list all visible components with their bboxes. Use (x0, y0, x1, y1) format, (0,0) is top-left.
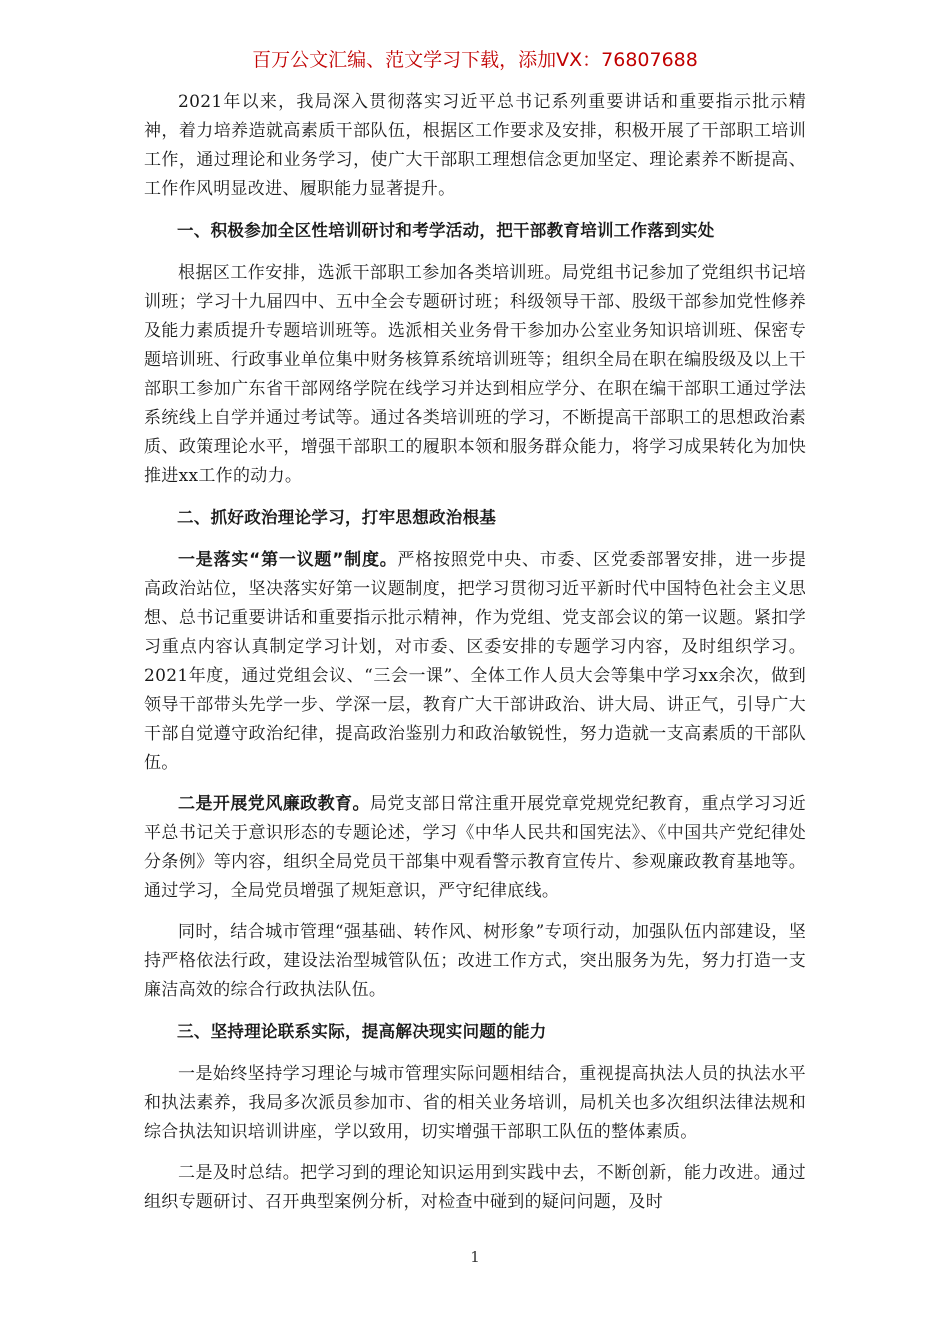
intro-paragraph: 2021年以来，我局深入贯彻落实习近平总书记系列重要讲话和重要指示批示精神，着力培养造就高素质干部队伍，根据区工作要求及安排，积极开展了干部职工培训工作，通过理论和业务学习，使广大干部职工理想信念更加坚定、理论素养不断提高、工作作风明显改进、履职能力显著提升。 (144, 92, 806, 199)
paragraph-body: 严格按照党中央、市委、区党委部署安排，进一步提高政治站位，坚决落实好第一议题制度，把学习贯彻习近平新时代中国特色社会主义思想、总书记重要讲话和重要指示批示精神，作为党组、党支部会议的第一议题。紧扣学习重点内容认真制定学习计划，对市委、区委安排的专题学习内容，及时组织学习。2021年度，通过党组会议、“三会一课”、全体工作人员大会等集中学习xx余次，做到领导干部带头先学一步、学深一层，教育广大干部讲政治、讲大局、讲正气，引导广大干部自觉遵守政治纪律，提高政治鉴别力和政治敏锐性，努力造就一支高素质的干部队伍。 (144, 550, 807, 773)
page-number: 1 (470, 1248, 480, 1266)
watermark-banner: 百万公文汇编、范文学习下载，添加VX：76807688 (252, 49, 698, 71)
section-1-paragraph: 根据区工作安排，选派干部职工参加各类培训班。局党组书记参加了党组织书记培训班；学习十九届四中、五中全会专题研讨班；科级领导干部、股级干部参加党性修养及能力素质提升专题培训班等。选派相关业务骨干参加办公室业务知识培训班、保密专题培训班、行政事业单位集中财务核算系统培训班等；组织全局在职在编股级及以上干部职工参加广东省干部网络学院在线学习并达到相应学分、在职在编干部职工通过学法系统线上自学并通过考试等。通过各类培训班的学习，不断提高干部职工的思想政治素质、政策理论水平，增强干部职工的履职本领和服务群众能力，将学习成果转化为加快推进xx工作的动力。 (144, 263, 806, 486)
section-2-paragraph-3: 同时，结合城市管理“强基础、转作风、树形象”专项行动，加强队伍内部建设，坚持严格依法行政，建设法治型城管队伍；改进工作方式，突出服务为先，努力打造一支廉洁高效的综合行政执法队伍。 (144, 922, 806, 1000)
section-heading-2: 二、抓好政治理论学习，打牢思想政治根基 (177, 508, 497, 527)
section-2-paragraph-2 (144, 790, 806, 906)
paragraph-body: 局党支部日常注重开展党章党规党纪教育，重点学习习近平总书记关于意识形态的专题论述，学习《中华人民共和国宪法》、《中国共产党纪律处分条例》等内容，组织全局党员干部集中观看警示教育宣传片、参观廉政教育基地等。通过学习，全局党员增强了规矩意识，严守纪律底线。 (144, 794, 806, 901)
paragraph-lead: 一是落实“第一议题”制度。 (178, 550, 398, 570)
section-heading-3: 三、坚持理论联系实际，提高解决现实问题的能力 (177, 1022, 547, 1041)
section-3-paragraph-2: 二是及时总结。把学习到的理论知识运用到实践中去，不断创新，能力改进。通过组织专题研讨、召开典型案例分析，对检查中碰到的疑问问题，及时 (144, 1163, 806, 1212)
section-2-paragraph-1 (144, 546, 806, 778)
section-3-paragraph-1: 一是始终坚持学习理论与城市管理实际问题相结合，重视提高执法人员的执法水平和执法素养，我局多次派员参加市、省的相关业务培训，局机关也多次组织法律法规和综合执法知识培训讲座，学以致用，切实增强干部职工队伍的整体素质。 (144, 1064, 806, 1142)
section-heading-1: 一、积极参加全区性培训研讨和考学活动，把干部教育培训工作落到实处 (177, 221, 715, 240)
paragraph-lead: 二是开展党风廉政教育。 (178, 794, 370, 814)
